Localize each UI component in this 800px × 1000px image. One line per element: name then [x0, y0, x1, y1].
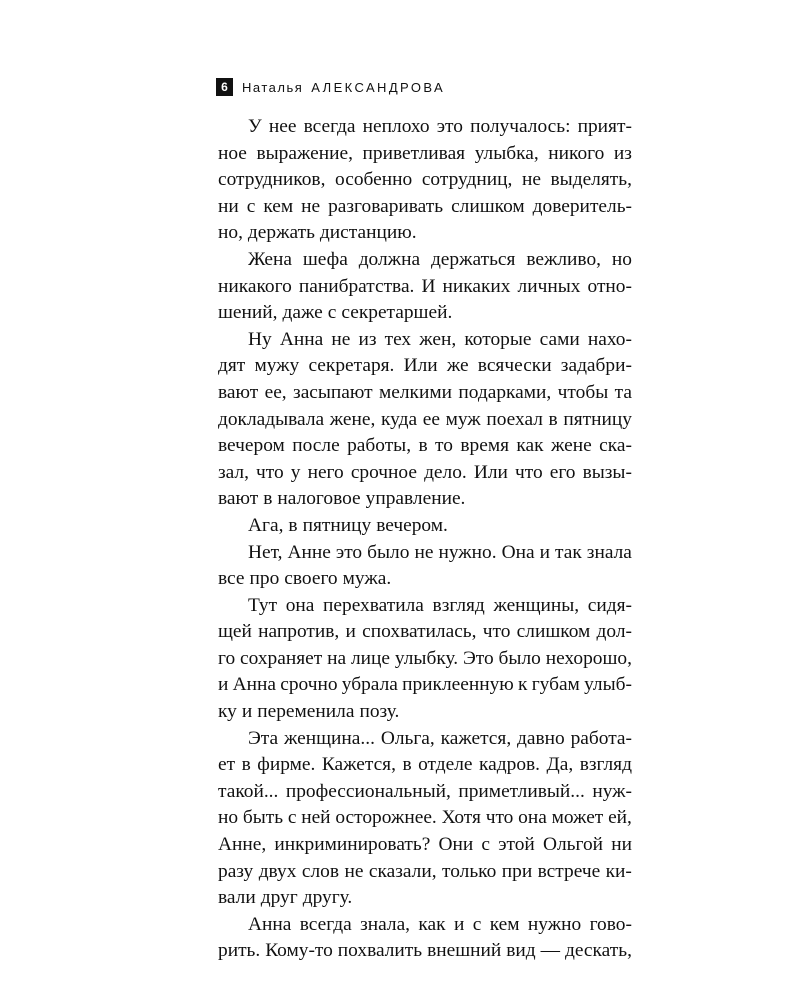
author-last-name: АЛЕКСАНДРОВА — [311, 79, 446, 95]
paragraph — [218, 247, 632, 327]
paragraph — [218, 114, 632, 247]
text-line: Анна всегда знала, как и с кем нужно гово- — [248, 913, 632, 935]
text-line: такой... профессиональный, приметливый... нуж- — [218, 780, 632, 802]
text-line: дят мужу секретаря. Или же всячески задабри- — [218, 355, 632, 377]
text-line: сотрудников, особенно сотрудниц, не выделять, — [218, 169, 632, 191]
text-line: вали друг другу. — [218, 887, 353, 909]
text-line: Жена шефа должна держаться вежливо, но — [248, 248, 632, 270]
body-text — [218, 114, 632, 965]
page-number: 6 — [216, 78, 233, 96]
paragraph — [218, 726, 632, 912]
text-line: разу двух слов не сказали, только при встрече ки- — [218, 860, 632, 882]
text-line: ни с кем не разговаривать слишком доверитель- — [218, 195, 632, 217]
paragraph — [218, 912, 632, 965]
text-line: щей напротив, и спохватилась, что слишком дол- — [218, 621, 632, 643]
text-line: го сохраняет на лице улыбку. Это было нехорошо, — [218, 647, 632, 669]
text-line: все про своего мужа. — [218, 568, 392, 590]
paragraph — [218, 593, 632, 726]
text-line: ку и переменила позу. — [218, 701, 400, 723]
author-first-name: Наталья — [242, 79, 304, 95]
text-line: Нет, Анне это было не нужно. Она и так знала — [248, 541, 632, 563]
text-line: вают ее, засыпают мелкими подарками, чтобы та — [218, 381, 632, 403]
text-line: и Анна срочно убрала приклеенную к губам улыб- — [218, 674, 632, 696]
text-line: Ага, в пятницу вечером. — [248, 514, 448, 536]
text-line: вают в налоговое управление. — [218, 488, 466, 510]
text-line: Ну Анна не из тех жен, которые сами нахо- — [248, 328, 632, 350]
paragraph — [218, 540, 632, 593]
text-line: докладывала жене, куда ее муж поехал в пятницу — [218, 408, 632, 430]
text-line: шений, даже с секретаршей. — [218, 302, 453, 324]
paragraph — [218, 327, 632, 513]
text-line: Анне, инкриминировать? Они с этой Ольгой ни — [218, 834, 632, 856]
text-line: У нее всегда неплохо это получалось: прият- — [248, 116, 632, 137]
paragraph — [218, 513, 632, 540]
text-line: но, держать дистанцию. — [218, 222, 417, 244]
text-line: Тут она перехватила взгляд женщины, сидя- — [248, 594, 632, 616]
text-line: рить. Кому-то похвалить внешний вид — дескать, — [218, 940, 632, 962]
text-line: ет в фирме. Кажется, в отделе кадров. Да, взгляд — [218, 754, 632, 776]
text-line: Эта женщина... Ольга, кажется, давно работа- — [248, 727, 632, 749]
text-line: вечером после работы, в то время как жене ска- — [218, 435, 632, 457]
text-line: но быть с ней осторожнее. Хотя что она может ей, — [218, 807, 632, 829]
running-header — [216, 78, 445, 96]
text-line: зал, что у него срочное дело. Или что его вызы- — [218, 461, 632, 483]
text-line: никакого панибратства. И никаких личных отно- — [218, 275, 632, 297]
text-line: ное выражение, приветливая улыбка, никого из — [218, 142, 632, 164]
